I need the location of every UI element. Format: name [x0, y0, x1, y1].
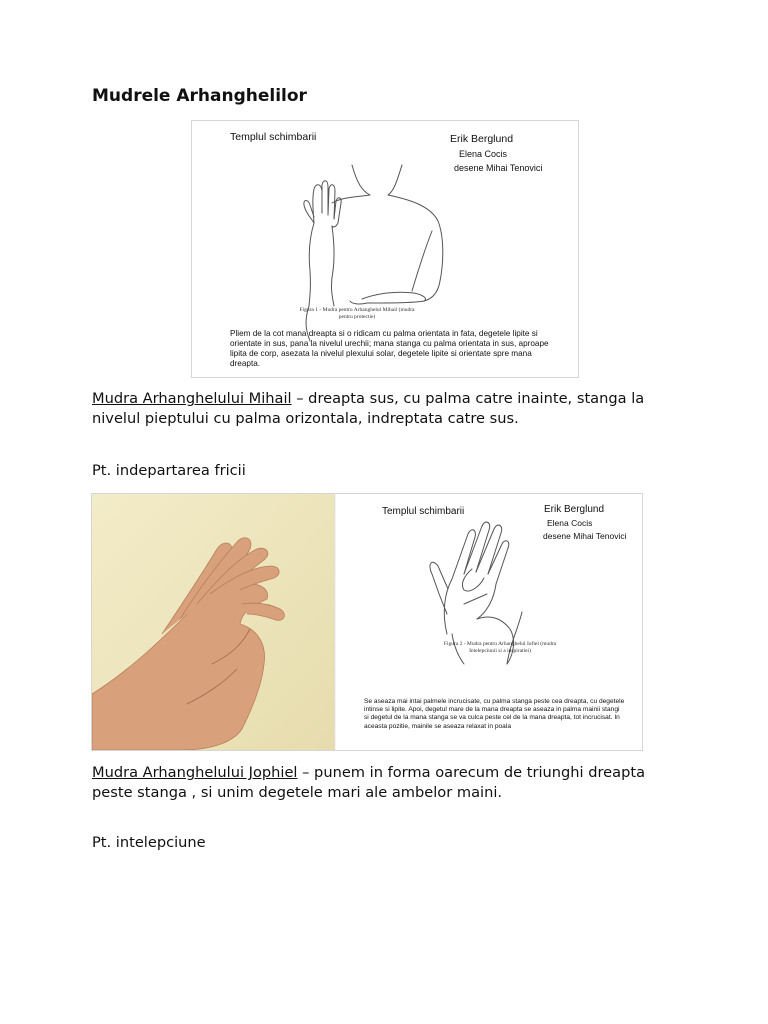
figure1-caption: Figura 1 - Mudra pentru Arhanghelul Mihail (mudra pentru protectie): [299, 307, 415, 320]
figure1-description: Pliem de la cot mana dreapta si o ridicam cu palma orientata in fata, degetele lipite si orientate in sus, pana la nivelul urechii; mana stanga cu palma orientata in sus, aproape lipita de corp, asezata la nivelul plexului solar, degetele lipite si orientate spre mana dreapta.: [230, 329, 549, 368]
figure2-illustrator: desene Mihai Tenovici: [543, 531, 627, 541]
figure2-description: Se aseaza mai intai palmele incrucisate, cu palma stanga peste cea dreapta, cu degetele intinse si lipite. Apoi, degetul mare de la mana dreapta se aseaza in palma mainii stangi si degetul de la mana stanga se va culca peste cel de la mana dreapta, tot incrucisat. In aceasta pozitie, mainile se aseaza relaxat in poala: [364, 698, 625, 730]
figure2-header: Templul schimbarii: [382, 506, 465, 517]
jophiel-description: – punem in forma oarecum de triunghi dreapta peste stanga , si unim degetele mari ale ambelor maini.: [92, 764, 646, 801]
document-title: Mudrele Arhanghelilor: [92, 86, 307, 106]
figure2-author: Erik Berglund: [544, 504, 605, 515]
mihail-description: – dreapta sus, cu palma catre inainte, stanga la nivelul pieptului cu palma orizontala, indreptata catre sus.: [92, 390, 645, 427]
jophiel-purpose: Pt. intelepciune: [92, 834, 206, 851]
figure1-illustrator: desene Mihai Tenovici: [454, 163, 543, 173]
mihail-purpose: Pt. indepartarea fricii: [92, 462, 246, 479]
figure1-header: Templul schimbarii: [230, 131, 317, 143]
figure1-coauthor: Elena Cocis: [459, 149, 508, 159]
mihail-paragraph: [92, 389, 682, 429]
figure2-caption: Figura 2 - Mudra pentru Arhanghelul Iofiel (mudra Intelepciunii si a inspiratiei): [443, 641, 557, 654]
figure2-coauthor: Elena Cocis: [547, 518, 593, 528]
jophiel-paragraph: [92, 763, 682, 803]
figure-jophiel-mudra: [91, 493, 643, 751]
figure-mihail-mudra: [191, 120, 579, 378]
jophiel-mudra-link[interactable]: Mudra Arhanghelului Jophiel: [92, 764, 298, 781]
figure1-author: Erik Berglund: [450, 133, 514, 145]
mihail-mudra-link[interactable]: Mudra Arhanghelului Mihail: [92, 390, 292, 407]
